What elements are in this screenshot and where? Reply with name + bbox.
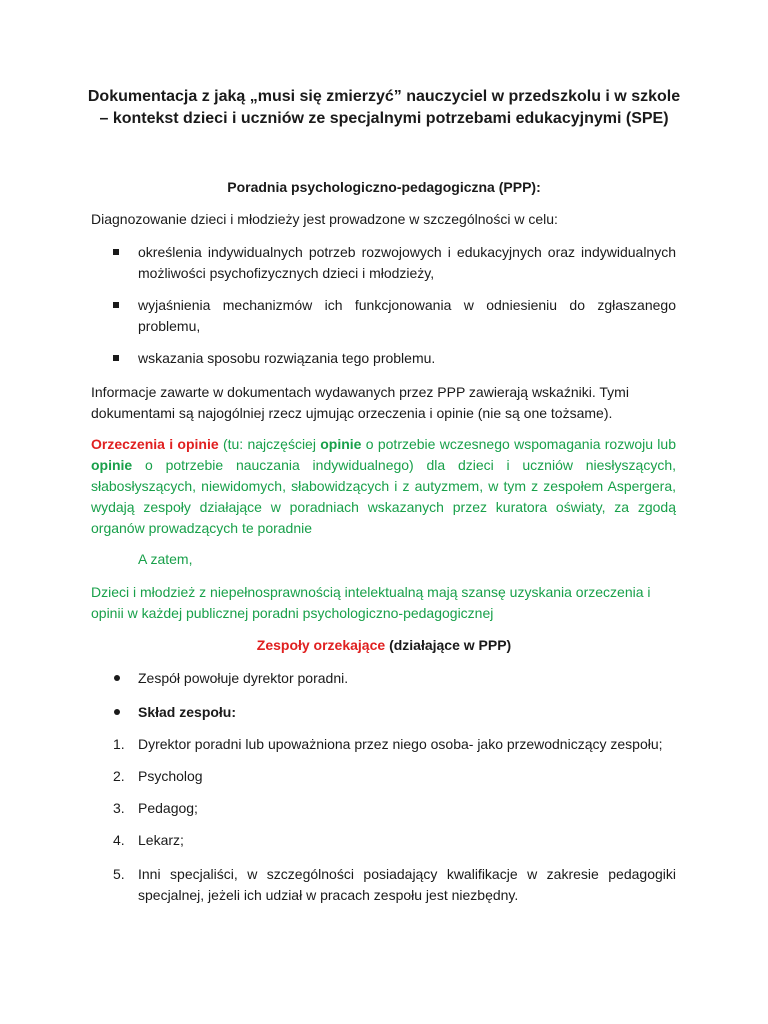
title-line-1: Dokumentacja z jaką „musi się zmierzyć” nauczyciel w przedszkolu i w szkole (87, 88, 681, 105)
orzeczenia-paragraph (91, 434, 676, 539)
green-paragraph: Dzieci i młodzież z niepełnosprawnością intelektualną mają szansę uzyskania orzeczenia i opinii w każdej publicznej poradni psychologiczno-pedagogicznej (91, 584, 651, 621)
opinie-word: opinie (177, 436, 219, 452)
i-word: i (169, 436, 174, 452)
list-number: 5. (113, 866, 125, 882)
diagnosis-item: wyjaśnienia mechanizmów ich funkcjonowania w odniesieniu do zgłaszanego problemu, (138, 297, 676, 334)
list-number: 2. (113, 768, 125, 784)
document-title (60, 86, 708, 130)
tu-text: (tu: najczęściej (222, 436, 316, 452)
zespoly-heading-black: (działające w PPP) (389, 637, 512, 653)
team-member: Psycholog (138, 768, 203, 784)
round-bullet-icon (114, 709, 120, 715)
title-line-2: – kontekst dzieci i uczniów ze specjalnymi potrzebami edukacyjnymi (SPE) (99, 110, 669, 127)
team-member: Lekarz; (138, 832, 184, 848)
list-number: 3. (113, 800, 125, 816)
opinie-word-2: opinie (320, 436, 362, 452)
team-member: Dyrektor poradni lub upoważniona przez niego osoba- jako przewodniczący zespołu; (138, 736, 663, 752)
diagnosis-item: określenia indywidualnych potrzeb rozwojowych i edukacyjnych oraz indywidualnych możliwości psychofizycznych dzieci i młodzieży, (138, 244, 676, 281)
wczesne-wspomaganie-text: o potrzebie wczesnego wspomagania rozwoju lub (365, 436, 676, 452)
opinie-word-3: opinie (91, 457, 133, 473)
list-number: 1. (113, 736, 125, 752)
ppp-heading: Poradnia psychologiczno-pedagogiczna (PPP): (227, 179, 541, 195)
zespoly-heading-red: Zespoły orzekające (256, 637, 386, 653)
team-member: Inni specjaliści, w szczególności posiadający kwalifikacje w zakresie pedagogiki specjalnej, jeżeli ich udział w pracach zespołu jest niezbędny. (138, 866, 676, 903)
square-bullet-icon (113, 302, 119, 308)
diagnosis-intro: Diagnozowanie dzieci i młodzieży jest prowadzone w szczególności w celu: (91, 211, 558, 227)
team-bullet: Skład zespołu: (138, 704, 237, 720)
round-bullet-icon (114, 675, 120, 681)
square-bullet-icon (113, 355, 119, 361)
orzeczenia-word: Orzeczenia (91, 436, 165, 452)
team-bullet: Zespół powołuje dyrektor poradni. (138, 670, 349, 686)
square-bullet-icon (113, 249, 119, 255)
orzeczenia-rest-text: o potrzebie nauczania indywidualnego) dla dzieci i uczniów niesłyszących, słabosłyszących, niewidomych, słabowidzących i z autyzmem, w tym z zespołem Aspergera, wydają zespoły działające w poradniach wskazanych przez kuratora oświaty, za zgodą organów prowadzących te poradnie (91, 457, 677, 536)
list-number: 4. (113, 832, 125, 848)
team-member: Pedagog; (138, 800, 198, 816)
diagnosis-item: wskazania sposobu rozwiązania tego problemu. (138, 350, 436, 366)
info-paragraph: Informacje zawarte w dokumentach wydawanych przez PPP zawierają wskaźniki. Tymi dokumentami są najogólniej rzecz ujmując orzeczenia i opinie (nie są one tożsame). (91, 384, 629, 421)
a-zatem-text: A zatem, (138, 551, 193, 567)
zespoly-heading (60, 636, 708, 654)
